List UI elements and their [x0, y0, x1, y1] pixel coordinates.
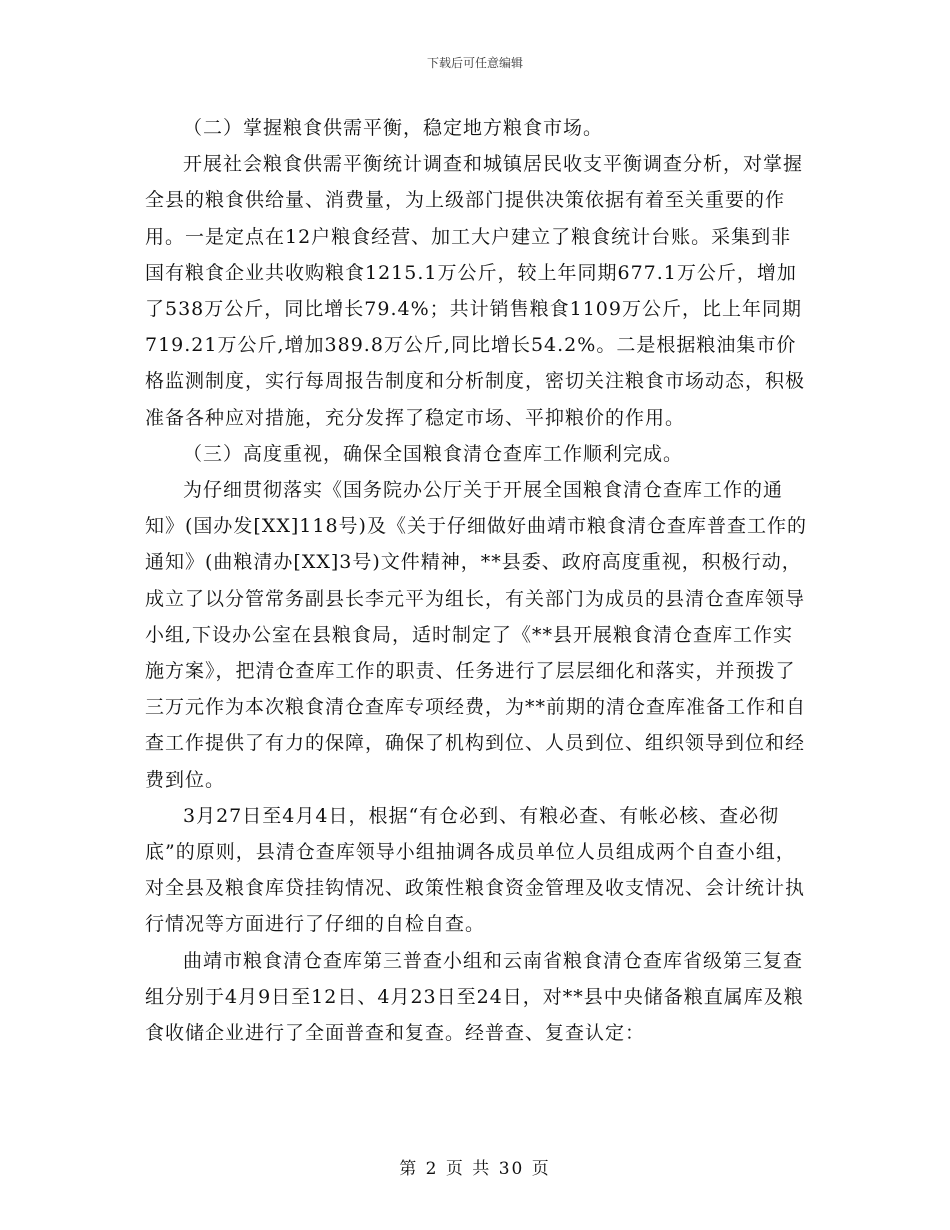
body-paragraph: 为仔细贯彻落实《国务院办公厅关于开展全国粮食清仓查库工作的通知》(国办发[XX]118号)及《关于仔细做好曲靖市粮食清仓查库普查工作的通知》(曲粮清办[XX]3号)文件精神，**县委、政府高度重视，积极行动，成立了以分管常务副县长李元平为组长，有关部门为成员的县清仓查库领导小组,下设办公室在县粮食局，适时制定了《**县开展粮食清仓查库工作实施方案》，把清仓查库工作的职责、任务进行了层层细化和落实，并预拨了三万元作为本次粮食清仓查库专项经费，为**前期的清仓查库准备工作和自查工作提供了有力的保障，确保了机构到位、人员到位、组织领导到位和经费到位。	[145, 479, 807, 791]
body-paragraph: 曲靖市粮食清仓查库第三普查小组和云南省粮食清仓查库省级第三复查组分别于4月9日至12日、4月23日至24日，对**县中央储备粮直属库及粮食收储企业进行了全面普查和复查。经普查、复查认定：	[145, 949, 804, 1045]
document-body	[145, 110, 810, 1051]
body-paragraph: 3月27日至4月4日，根据“有仓必到、有粮必查、有帐必核、查必彻底”的原则，县清仓查库领导小组抽调各成员单位人员组成两个自查小组，对全县及粮食库贷挂钩情况、政策性粮食资金管理及收支情况、会计统计执行情况等方面进行了仔细的自检自查。	[145, 804, 806, 936]
page-footer: 第 2 页 共 30 页	[399, 1159, 551, 1179]
page-header: 下载后可任意编辑	[426, 56, 523, 70]
body-paragraph: 开展社会粮食供需平衡统计调查和城镇居民收支平衡调查分析，对掌握全县的粮食供给量、消费量，为上级部门提供决策依据有着至关重要的作用。一是定点在12户粮食经营、加工大户建立了粮食统计台账。采集到非国有粮食企业共收购粮食1215.1万公斤，较上年同期677.1万公斤，增加了538万公斤，同比增长79.4%；共计销售粮食1109万公斤，比上年同期719.21万公斤,增加389.8万公斤,同比增长54.2%。二是根据粮油集市价格监测制度，实行每周报告制度和分析制度，密切关注粮食市场动态，积极准备各种应对措施，充分发挥了稳定市场、平抑粮价的作用。	[145, 153, 806, 429]
heading-section-3: （三）高度重视，确保全国粮食清仓查库工作顺利完成。	[183, 442, 684, 465]
heading-section-2: （二）掌握粮食供需平衡，稳定地方粮食市场。	[183, 117, 604, 139]
